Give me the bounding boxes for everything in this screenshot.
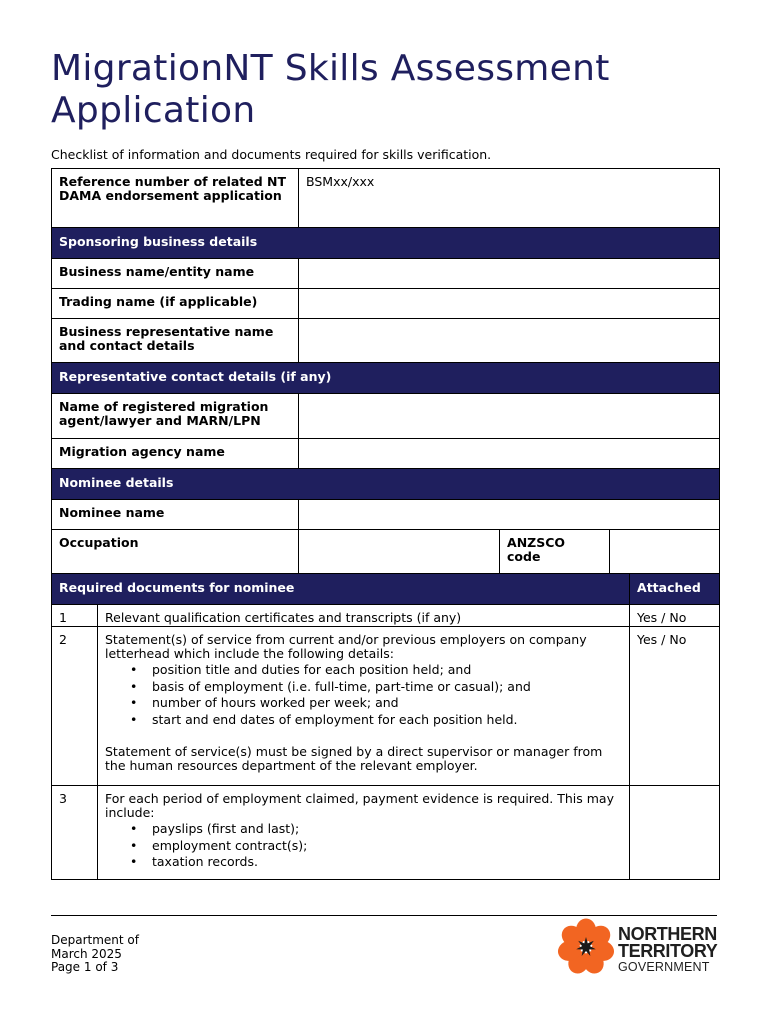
table-row — [52, 786, 720, 880]
attached-column-header: Attached — [630, 574, 720, 605]
migration-agency-label: Migration agency name — [52, 439, 299, 469]
doc-attached-text: Yes / No — [637, 611, 687, 625]
nominee-name-label: Nominee name — [52, 500, 299, 530]
doc-attached-selector[interactable] — [630, 605, 720, 627]
logo-wordmark — [618, 926, 717, 974]
table-row — [52, 394, 720, 439]
doc-attached-selector[interactable]: Yes / No — [630, 627, 720, 786]
doc-intro: Statement(s) of service from current and/or previous employers on company letterhead which include the following details: — [105, 632, 587, 661]
section-header-row — [52, 574, 720, 605]
business-representative-field[interactable] — [299, 319, 720, 363]
table-row — [52, 259, 720, 289]
doc-description — [98, 627, 630, 786]
footer-date: March 2025 — [51, 946, 122, 961]
footer — [51, 934, 139, 975]
doc-attached-selector[interactable] — [630, 786, 720, 880]
section-nominee-details: Nominee details — [52, 469, 720, 500]
list-item: • basis of employment (i.e. full-time, part-time or casual); and — [152, 679, 622, 696]
trading-name-field[interactable] — [299, 289, 720, 319]
section-header-row — [52, 228, 720, 259]
trading-name-label: Trading name (if applicable) — [52, 289, 299, 319]
section-required-documents: Required documents for nominee — [52, 574, 630, 605]
migration-agency-field[interactable] — [299, 439, 720, 469]
doc-description — [98, 786, 630, 880]
subtitle: Checklist of information and documents required for skills verification. — [51, 147, 492, 162]
occupation-field[interactable] — [299, 530, 500, 574]
business-name-field[interactable] — [299, 259, 720, 289]
doc-number: 2 — [52, 627, 98, 786]
table-row — [52, 319, 720, 363]
table-row — [52, 169, 720, 228]
migration-agent-field[interactable] — [299, 394, 720, 439]
doc-description — [98, 605, 630, 627]
doc-number — [52, 605, 98, 627]
list-item: • start and end dates of employment for each position held. — [152, 712, 622, 729]
doc-number-text: 1 — [59, 611, 67, 625]
table-row — [52, 530, 720, 574]
reference-number-field[interactable]: BSMxx/xxx — [299, 169, 720, 228]
desert-rose-icon — [556, 918, 616, 978]
doc-bullet-list — [105, 662, 622, 728]
reference-number-label: Reference number of related NT DAMA endorsement application — [52, 169, 299, 228]
nt-government-logo — [556, 918, 722, 978]
page-title — [51, 48, 731, 132]
section-header-row — [52, 469, 720, 500]
table-row — [52, 289, 720, 319]
logo-line-1: NORTHERN — [618, 924, 717, 944]
anzsco-code-label: ANZSCO code — [500, 530, 610, 574]
list-item: • position title and duties for each position held; and — [152, 662, 622, 679]
migration-agent-label: Name of registered migration agent/lawyer and MARN/LPN — [52, 394, 299, 439]
section-representative-contact: Representative contact details (if any) — [52, 363, 720, 394]
logo-line-3: GOVERNMENT — [618, 960, 710, 974]
business-name-label: Business name/entity name — [52, 259, 299, 289]
nominee-name-field[interactable] — [299, 500, 720, 530]
footer-divider — [51, 915, 717, 916]
table-row — [52, 605, 720, 627]
title-line-1: MigrationNT Skills Assessment — [51, 48, 610, 89]
doc-description-text: Relevant qualification certificates and transcripts (if any) — [105, 611, 462, 625]
section-sponsoring-business: Sponsoring business details — [52, 228, 720, 259]
footer-department: Department of — [51, 933, 139, 947]
table-row — [52, 627, 720, 786]
doc-number: 3 — [52, 786, 98, 880]
section-header-row — [52, 363, 720, 394]
doc-intro: For each period of employment claimed, payment evidence is required. This may include: — [105, 791, 614, 820]
list-item: • payslips (first and last); — [152, 821, 622, 838]
title-line-2: Application — [51, 90, 256, 131]
list-item: • number of hours worked per week; and — [152, 695, 622, 712]
logo-line-2: TERRITORY — [618, 941, 718, 961]
table-row — [52, 500, 720, 530]
anzsco-code-field[interactable] — [610, 530, 720, 574]
doc-bullet-list — [105, 821, 622, 871]
doc-note: Statement of service(s) must be signed by a direct supervisor or manager from the human resources department of the relevant employer. — [105, 744, 603, 773]
table-row — [52, 439, 720, 469]
business-representative-label: Business representative name and contact details — [52, 319, 299, 363]
occupation-label: Occupation — [52, 530, 299, 574]
list-item: • employment contract(s); — [152, 838, 622, 855]
list-item: • taxation records. — [152, 854, 622, 871]
footer-page-number: Page 1 of 3 — [51, 960, 119, 974]
application-checklist-table — [51, 168, 720, 880]
